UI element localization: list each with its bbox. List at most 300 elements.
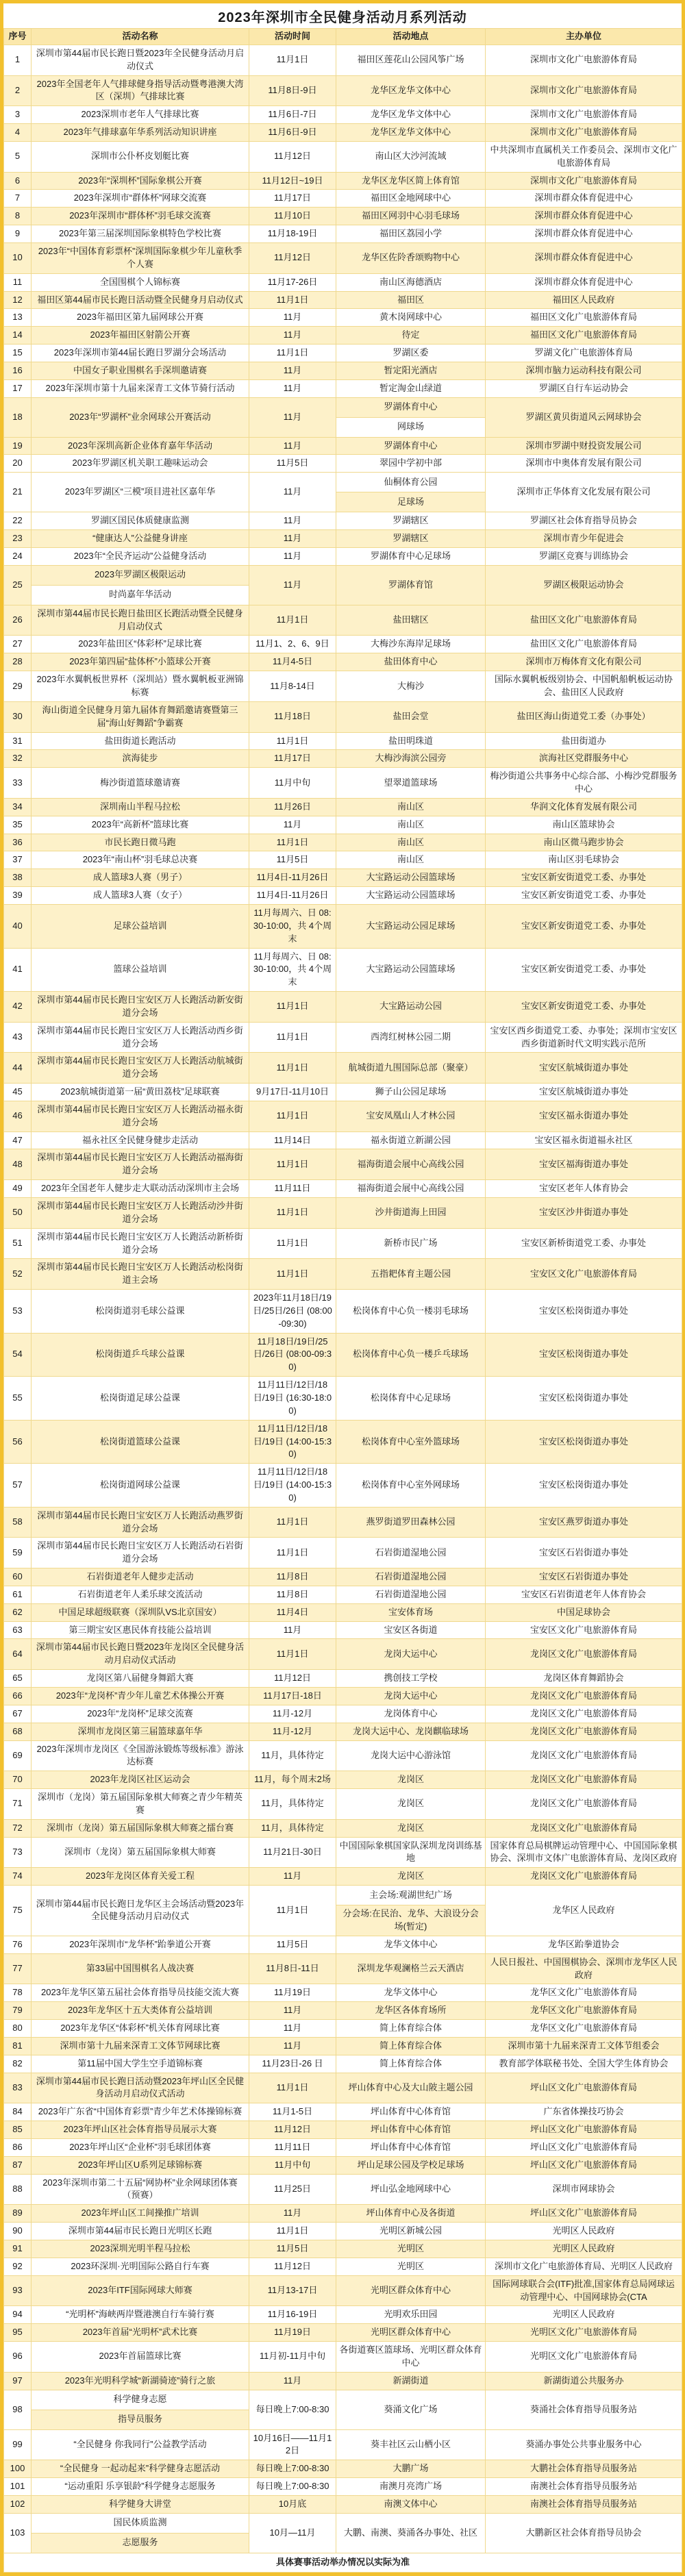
cell-time: 11月1日 bbox=[249, 732, 336, 750]
cell-location: 南山区 bbox=[336, 798, 486, 816]
cell-location: 光明区 bbox=[336, 2240, 486, 2258]
table-row bbox=[4, 798, 682, 816]
cell-index: 3 bbox=[4, 106, 32, 124]
table-row bbox=[4, 2037, 682, 2055]
cell-time: 11月-12月 bbox=[249, 1723, 336, 1740]
cell-location: 光明区 bbox=[336, 2258, 486, 2275]
cell-activity-name: 2023年深圳市“龙华杯”跆拳道公开赛 bbox=[32, 1936, 249, 1953]
table-row bbox=[4, 2258, 682, 2275]
table-row bbox=[4, 45, 682, 75]
cell-location: 坪山体育中心体育馆 bbox=[336, 2121, 486, 2139]
cell-index: 103 bbox=[4, 2513, 32, 2553]
cell-time: 11月5日 bbox=[249, 2240, 336, 2258]
cell-index: 77 bbox=[4, 1953, 32, 1984]
cell-location: 龙岗大运中心、龙岗麒临球场 bbox=[336, 1723, 486, 1740]
cell-location: 望翠道篮球场 bbox=[336, 768, 486, 799]
cell-organizer: 坪山区文化广电旅游体育局 bbox=[486, 2156, 682, 2174]
cell-activity-name: 2023年“中国体育彩票杯”深圳国际象棋少年儿童秋季个人赛 bbox=[32, 242, 249, 273]
cell-organizer: 罗湖区黄贝街道风云网球协会 bbox=[486, 397, 682, 437]
cell-organizer: 罗湖区自行车运动协会 bbox=[486, 379, 682, 397]
cell-index: 89 bbox=[4, 2205, 32, 2223]
cell-index: 71 bbox=[4, 1789, 32, 1820]
cell-location: 龙华区佐阾香颂购物中心 bbox=[336, 242, 486, 273]
cell-index: 97 bbox=[4, 2372, 32, 2390]
cell-activity-name: 龙岗区第八届健身舞蹈大赛 bbox=[32, 1670, 249, 1688]
cell-organizer: 宝安区松岗街道办事处 bbox=[486, 1420, 682, 1464]
cell-organizer: 梅沙街道公共事务中心综合部、小梅沙党群服务中心 bbox=[486, 768, 682, 799]
cell-time: 11月8日 bbox=[249, 1568, 336, 1586]
cell-activity-name: 2023年坪山区工间操推广培训 bbox=[32, 2205, 249, 2223]
cell-index: 23 bbox=[4, 530, 32, 548]
cell-index: 25 bbox=[4, 565, 32, 605]
cell-index: 47 bbox=[4, 1131, 32, 1149]
header-location: 活动地点 bbox=[336, 29, 486, 45]
cell-time: 11月，具体待定 bbox=[249, 1819, 336, 1837]
cell-location: 暂定淘金山绿道 bbox=[336, 379, 486, 397]
cell-location bbox=[336, 397, 486, 437]
table-row bbox=[4, 1740, 682, 1771]
table-row bbox=[4, 869, 682, 887]
table-row bbox=[4, 172, 682, 190]
cell-organizer: 深圳市群众体育促进中心 bbox=[486, 208, 682, 225]
cell-index: 19 bbox=[4, 437, 32, 455]
cell-time: 11月 bbox=[249, 530, 336, 548]
cell-location: 龙岗区 bbox=[336, 1868, 486, 1886]
cell-activity-name: 2023年全国老年人气排球健身指导活动暨粤港澳大湾区（深圳）气排球比赛 bbox=[32, 75, 249, 106]
cell-time: 11月1日 bbox=[249, 345, 336, 362]
cell-index: 56 bbox=[4, 1420, 32, 1464]
cell-location: 松岗体育中心室外篮球场 bbox=[336, 1420, 486, 1464]
cell-activity-name: 成人篮球3人赛（男子） bbox=[32, 869, 249, 887]
cell-activity-name: 松岗街道足球公益课 bbox=[32, 1377, 249, 1421]
cell-location: 南山区海德酒店 bbox=[336, 273, 486, 291]
cell-organizer: 深圳市中奥体育发展有限公司 bbox=[486, 455, 682, 473]
cell-time: 11月1日 bbox=[249, 1198, 336, 1229]
table-row bbox=[4, 1538, 682, 1568]
cell-location: 南山区大沙河流域 bbox=[336, 141, 486, 172]
cell-organizer: 深圳市网球协会 bbox=[486, 2174, 682, 2205]
table-row bbox=[4, 2240, 682, 2258]
cell-organizer: 罗湖区极限运动协会 bbox=[486, 565, 682, 605]
cell-organizer: 福田区文化广电旅游体育局 bbox=[486, 309, 682, 327]
cell-activity-name: 2023年“龙岗杯”足球交流赛 bbox=[32, 1705, 249, 1723]
cell-location: 松岗体育中心足球场 bbox=[336, 1377, 486, 1421]
cell-activity-name: 2023年龙华区“体彩杯”机关体育网球比赛 bbox=[32, 2020, 249, 2038]
table-row bbox=[4, 671, 682, 702]
cell-activity-name: 2023环深圳·光明国际公路自行车赛 bbox=[32, 2258, 249, 2275]
table-row bbox=[4, 397, 682, 437]
cell-time: 10月底 bbox=[249, 2495, 336, 2513]
cell-activity-name: 深圳市（龙岗）第五届国际象棋大师赛之擂台赛 bbox=[32, 1819, 249, 1837]
cell-index: 18 bbox=[4, 397, 32, 437]
table-row bbox=[4, 904, 682, 948]
header-activity-name: 活动名称 bbox=[32, 29, 249, 45]
cell-location: 简上体育综合体 bbox=[336, 2020, 486, 2038]
cell-organizer: 深圳市文化广电旅游体育局 bbox=[486, 172, 682, 190]
cell-time: 11月12日 bbox=[249, 141, 336, 172]
cell-location: 大鹏广场 bbox=[336, 2460, 486, 2478]
cell-index: 86 bbox=[4, 2138, 32, 2156]
cell-time: 11月12日 bbox=[249, 2121, 336, 2139]
cell-organizer: 光明区人民政府 bbox=[486, 2223, 682, 2240]
cell-organizer: 龙岗区文化广电旅游体育局 bbox=[486, 1688, 682, 1705]
cell-organizer: 南山区羽毛球协会 bbox=[486, 851, 682, 869]
cell-activity-name: 深圳市第44届市民长跑日宝安区万人长跑活动燕罗街道分会场 bbox=[32, 1507, 249, 1538]
cell-time: 11月 bbox=[249, 362, 336, 379]
cell-organizer: 福田区文化广电旅游体育局 bbox=[486, 327, 682, 345]
cell-activity-name: 深圳市公仆杯皮划艇比赛 bbox=[32, 141, 249, 172]
cell-index: 80 bbox=[4, 2020, 32, 2038]
table-row bbox=[4, 1984, 682, 2002]
cell-time: 11月17日 bbox=[249, 750, 336, 768]
cell-organizer: 南山区篮球协会 bbox=[486, 816, 682, 834]
table-row bbox=[4, 1420, 682, 1464]
table-row bbox=[4, 473, 682, 512]
table-row bbox=[4, 2460, 682, 2478]
cell-organizer: 滨海社区党群服务中心 bbox=[486, 750, 682, 768]
cell-activity-name: 2023年首届“光明杯”武术比赛 bbox=[32, 2324, 249, 2342]
cell-time: 11月1日 bbox=[249, 605, 336, 636]
cell-activity-name: 盐田街道长跑活动 bbox=[32, 732, 249, 750]
cell-index: 39 bbox=[4, 887, 32, 905]
cell-activity-name: 2023年深圳高新企业体育嘉年华活动 bbox=[32, 437, 249, 455]
table-row bbox=[4, 2055, 682, 2073]
cell-location: 携创技工学校 bbox=[336, 1670, 486, 1688]
cell-organizer: 深圳市万梅体育文化有限公司 bbox=[486, 653, 682, 671]
cell-location: 光明欢乐田园 bbox=[336, 2306, 486, 2324]
cell-location: 福田区 bbox=[336, 291, 486, 309]
cell-index: 58 bbox=[4, 1507, 32, 1538]
cell-index: 75 bbox=[4, 1886, 32, 1936]
cell-organizer: 宝安区文化广电旅游体育局 bbox=[486, 1621, 682, 1639]
cell-time: 10月—11月 bbox=[249, 2513, 336, 2553]
cell-location: 罗湖区委 bbox=[336, 345, 486, 362]
cell-time: 11月 bbox=[249, 473, 336, 512]
cell-location: 翠园中学初中部 bbox=[336, 455, 486, 473]
table-row bbox=[4, 1149, 682, 1180]
cell-index: 34 bbox=[4, 798, 32, 816]
cell-time: 11月4-5日 bbox=[249, 653, 336, 671]
cell-location: 福田区金地网球中心 bbox=[336, 190, 486, 208]
cell-activity-name: 2023年龙华区第五届社会体育指导员技能交流大赛 bbox=[32, 1984, 249, 2002]
cell-activity-name: 2023航城街道第一届“黄田荔枝”足球联赛 bbox=[32, 1084, 249, 1101]
cell-activity-name: 深圳市（龙岗）第五届国际象棋大师赛之青少年精英赛 bbox=[32, 1789, 249, 1820]
cell-location: 龙岗大运中心游泳馆 bbox=[336, 1740, 486, 1771]
cell-location: 航城街道九围国际总部（聚豪） bbox=[336, 1053, 486, 1084]
cell-location: 盐田体育中心 bbox=[336, 653, 486, 671]
cell-time: 11月11日/12日/18日/19日 (14:00-15:30) bbox=[249, 1420, 336, 1464]
cell-organizer: 龙华区文化广电旅游体育局 bbox=[486, 2002, 682, 2020]
table-row bbox=[4, 948, 682, 992]
cell-organizer: 龙岗区文化广电旅游体育局 bbox=[486, 1639, 682, 1670]
cell-index: 11 bbox=[4, 273, 32, 291]
cell-time: 11月5日 bbox=[249, 455, 336, 473]
table-row bbox=[4, 2156, 682, 2174]
cell-time: 11月12日 bbox=[249, 1670, 336, 1688]
cell-location: 大梅沙东海岸足球场 bbox=[336, 636, 486, 653]
cell-index: 90 bbox=[4, 2223, 32, 2240]
cell-activity-name: 2023年气排球嘉年华系列活动知识讲座 bbox=[32, 124, 249, 142]
cell-time: 11月-12月 bbox=[249, 1705, 336, 1723]
cell-location: 龙岗区 bbox=[336, 1789, 486, 1820]
cell-activity-name: 松岗街道羽毛球公益课 bbox=[32, 1290, 249, 1334]
cell-organizer: 宝安区松岗街道办事处 bbox=[486, 1464, 682, 1508]
cell-location: 大宝路运动公园篮球场 bbox=[336, 869, 486, 887]
cell-index: 100 bbox=[4, 2460, 32, 2478]
cell-time: 11月1日 bbox=[249, 1022, 336, 1053]
cell-time: 11月1日 bbox=[249, 1538, 336, 1568]
cell-organizer: 大鹏新区社会体育指导员协会 bbox=[486, 2513, 682, 2553]
cell-time: 11月 bbox=[249, 2372, 336, 2390]
cell-index: 16 bbox=[4, 362, 32, 379]
cell-index: 87 bbox=[4, 2156, 32, 2174]
cell-location: 坪山体育中心体育馆 bbox=[336, 2103, 486, 2121]
cell-organizer: 宝安区新安街道党工委、办事处 bbox=[486, 869, 682, 887]
cell-time: 11月 bbox=[249, 512, 336, 530]
table-row bbox=[4, 1228, 682, 1259]
header-organizer: 主办单位 bbox=[486, 29, 682, 45]
cell-activity-name: 罗湖区国民体质健康监测 bbox=[32, 512, 249, 530]
cell-activity-name: 深圳市第44届市民长跑日宝安区万人长跑活动松岗街道主会场 bbox=[32, 1259, 249, 1290]
cell-location: 罗湖辖区 bbox=[336, 530, 486, 548]
cell-index: 9 bbox=[4, 225, 32, 243]
cell-activity-name: 2023年光明科学城“新湖骑迹”骑行之旅 bbox=[32, 2372, 249, 2390]
table-row bbox=[4, 141, 682, 172]
cell-time: 11月17-26日 bbox=[249, 273, 336, 291]
cell-time: 11月 bbox=[249, 1868, 336, 1886]
cell-time: 11月1日 bbox=[249, 992, 336, 1023]
cell-time: 11月1日 bbox=[249, 1053, 336, 1084]
cell-location: 各街道赛区篮球场、光明区群众体育中心 bbox=[336, 2342, 486, 2373]
cell-organizer: 宝安区航城街道办事处 bbox=[486, 1053, 682, 1084]
cell-time: 11月25日 bbox=[249, 2174, 336, 2205]
cell-activity-name-part: 国民体质监测 bbox=[32, 2514, 249, 2533]
cell-location: 福田区莲花山公园风筝广场 bbox=[336, 45, 486, 75]
cell-organizer: 宝安区燕罗街道办事处 bbox=[486, 1507, 682, 1538]
cell-organizer: 深圳市群众体育促进中心 bbox=[486, 242, 682, 273]
cell-activity-name-part: 志愿服务 bbox=[32, 2533, 249, 2553]
cell-location: 暂定阳光酒店 bbox=[336, 362, 486, 379]
cell-index: 17 bbox=[4, 379, 32, 397]
cell-time: 11月，具体待定 bbox=[249, 1740, 336, 1771]
cell-index: 12 bbox=[4, 291, 32, 309]
cell-location: 罗湖体育中心 bbox=[336, 437, 486, 455]
cell-index: 32 bbox=[4, 750, 32, 768]
cell-index: 64 bbox=[4, 1639, 32, 1670]
cell-location: 坪山体育中心体育馆 bbox=[336, 2138, 486, 2156]
cell-location-part: 罗湖体育中心 bbox=[336, 398, 485, 417]
activity-table bbox=[3, 28, 682, 2573]
cell-location: 松岗体育中心室外网球场 bbox=[336, 1464, 486, 1508]
cell-organizer: 坪山区文化广电旅游体育局 bbox=[486, 2138, 682, 2156]
cell-location: 简上体育综合体 bbox=[336, 2055, 486, 2073]
table-header bbox=[4, 29, 682, 45]
cell-activity-name: 2023深圳市老年人气排球比赛 bbox=[32, 106, 249, 124]
cell-index: 29 bbox=[4, 671, 32, 702]
cell-organizer: 宝安区新安街道党工委、办事处 bbox=[486, 904, 682, 948]
cell-index: 46 bbox=[4, 1101, 32, 1131]
cell-index: 62 bbox=[4, 1603, 32, 1621]
cell-index: 55 bbox=[4, 1377, 32, 1421]
cell-activity-name: 2023年ITF国际网球大师赛 bbox=[32, 2275, 249, 2306]
cell-location: 燕罗街道罗田森林公园 bbox=[336, 1507, 486, 1538]
cell-activity-name: 深圳市第44届市民长跑日宝安区万人长跑活动新安街道分会场 bbox=[32, 992, 249, 1023]
cell-organizer: 葵涌办事处公共事业服务中心 bbox=[486, 2429, 682, 2460]
table-row bbox=[4, 2324, 682, 2342]
cell-index: 10 bbox=[4, 242, 32, 273]
cell-index: 68 bbox=[4, 1723, 32, 1740]
cell-activity-name: 2023年坪山区U系列足球锦标赛 bbox=[32, 2156, 249, 2174]
cell-activity-name: 深圳市龙岗区第三届篮球嘉年华 bbox=[32, 1723, 249, 1740]
cell-location: 光明区群众体育中心 bbox=[336, 2324, 486, 2342]
cell-location: 宝安区各街道 bbox=[336, 1621, 486, 1639]
cell-location: 松岗体育中心负一楼乒乓球场 bbox=[336, 1333, 486, 1377]
cell-time: 11月19日 bbox=[249, 1984, 336, 2002]
table-row bbox=[4, 1022, 682, 1053]
cell-index: 24 bbox=[4, 547, 32, 565]
cell-index: 37 bbox=[4, 851, 32, 869]
cell-organizer: 中国足球协会 bbox=[486, 1603, 682, 1621]
cell-index: 83 bbox=[4, 2073, 32, 2103]
cell-organizer: 宝安区沙井街道办事处 bbox=[486, 1198, 682, 1229]
table-row bbox=[4, 1568, 682, 1586]
cell-time: 11月每周六、日 08:30-10:00，共 4个周末 bbox=[249, 948, 336, 992]
cell-index: 95 bbox=[4, 2324, 32, 2342]
cell-location: 待定 bbox=[336, 327, 486, 345]
table-row bbox=[4, 565, 682, 605]
cell-index: 60 bbox=[4, 1568, 32, 1586]
table-row bbox=[4, 816, 682, 834]
table-row bbox=[4, 732, 682, 750]
table-row bbox=[4, 1789, 682, 1820]
table-row bbox=[4, 768, 682, 799]
table-row bbox=[4, 2342, 682, 2373]
cell-time: 11月17日 bbox=[249, 190, 336, 208]
cell-index: 66 bbox=[4, 1688, 32, 1705]
cell-time: 11月18-19日 bbox=[249, 225, 336, 243]
cell-index: 94 bbox=[4, 2306, 32, 2324]
cell-organizer: 龙岗区文化广电旅游体育局 bbox=[486, 1868, 682, 1886]
cell-time: 11月26日 bbox=[249, 798, 336, 816]
cell-organizer: 罗湖区社会体育指导员协会 bbox=[486, 512, 682, 530]
cell-time: 11月，具体待定 bbox=[249, 1789, 336, 1820]
cell-location: 盐田会堂 bbox=[336, 701, 486, 732]
cell-location: 大宝路运动公园足球场 bbox=[336, 904, 486, 948]
cell-activity-name: 松岗街道网球公益课 bbox=[32, 1464, 249, 1508]
cell-location: 南澳文体中心 bbox=[336, 2495, 486, 2513]
table-row bbox=[4, 309, 682, 327]
cell-time: 11月1日 bbox=[249, 1507, 336, 1538]
cell-location: 龙华区各体育场所 bbox=[336, 2002, 486, 2020]
cell-time: 11月1日 bbox=[249, 1101, 336, 1131]
cell-organizer: 深圳市第十九届来深青工文体节组委会 bbox=[486, 2037, 682, 2055]
cell-organizer: 人民日报社、中国围棋协会、深圳市龙华区人民政府 bbox=[486, 1953, 682, 1984]
cell-organizer: 光明区人民政府 bbox=[486, 2240, 682, 2258]
cell-organizer: 深圳市文化广电旅游体育局 bbox=[486, 124, 682, 142]
cell-time: 每日晚上7:00-8:30 bbox=[249, 2478, 336, 2496]
cell-location: 龙岗大运中心 bbox=[336, 1688, 486, 1705]
cell-organizer: 深圳市文化广电旅游体育局 bbox=[486, 106, 682, 124]
cell-index: 13 bbox=[4, 309, 32, 327]
cell-organizer: 龙华区文化广电旅游体育局 bbox=[486, 1984, 682, 2002]
cell-location: 龙华文体中心 bbox=[336, 1936, 486, 1953]
cell-time: 2023年11月18日/19日/25日/26日 (08:00-09:30) bbox=[249, 1290, 336, 1334]
table-row bbox=[4, 605, 682, 636]
cell-time: 11月 bbox=[249, 437, 336, 455]
cell-location: 福海街道会展中心高线公园 bbox=[336, 1180, 486, 1198]
cell-organizer: 华润文化体育发展有限公司 bbox=[486, 798, 682, 816]
cell-activity-name: 2023年深圳市第44届长跑日罗湖分会场活动 bbox=[32, 345, 249, 362]
cell-index: 99 bbox=[4, 2429, 32, 2460]
cell-organizer: 福田区人民政府 bbox=[486, 291, 682, 309]
cell-organizer: 盐田区文化广电旅游体育局 bbox=[486, 605, 682, 636]
cell-location: 罗湖辖区 bbox=[336, 512, 486, 530]
table-row bbox=[4, 225, 682, 243]
cell-time: 11月 bbox=[249, 565, 336, 605]
cell-organizer: 深圳市文化广电旅游体育局 bbox=[486, 75, 682, 106]
cell-location: 龙华文体中心 bbox=[336, 1984, 486, 2002]
cell-time: 11月中旬 bbox=[249, 2156, 336, 2174]
cell-activity-name bbox=[32, 565, 249, 605]
cell-activity-name: 深圳市第44届市民长跑日宝安区万人长跑活动福海街道分会场 bbox=[32, 1149, 249, 1180]
table-row bbox=[4, 208, 682, 225]
cell-organizer: 龙华区跆拳道协会 bbox=[486, 1936, 682, 1953]
table-row bbox=[4, 273, 682, 291]
cell-location: 石岩街道湿地公园 bbox=[336, 1568, 486, 1586]
table-row bbox=[4, 1705, 682, 1723]
table-row bbox=[4, 750, 682, 768]
cell-index: 74 bbox=[4, 1868, 32, 1886]
table-row bbox=[4, 653, 682, 671]
cell-location: 简上体育综合体 bbox=[336, 2037, 486, 2055]
table-row bbox=[4, 512, 682, 530]
cell-index: 21 bbox=[4, 473, 32, 512]
table-row bbox=[4, 992, 682, 1023]
cell-location: 五指耙体育主题公园 bbox=[336, 1259, 486, 1290]
cell-location: 龙岗区 bbox=[336, 1819, 486, 1837]
cell-time: 11月1日 bbox=[249, 834, 336, 851]
cell-index: 84 bbox=[4, 2103, 32, 2121]
cell-activity-name: 深圳市（龙岗）第五届国际象棋大师赛 bbox=[32, 1837, 249, 1868]
cell-activity-name: 石岩街道老年人柔乐球交流活动 bbox=[32, 1586, 249, 1603]
cell-time: 11月12日 bbox=[249, 2258, 336, 2275]
cell-activity-name: 深圳市第44届市民长跑日龙华区主会场活动暨2023年全民健身活动月启动仪式 bbox=[32, 1886, 249, 1936]
table-row bbox=[4, 1180, 682, 1198]
cell-index: 96 bbox=[4, 2342, 32, 2373]
cell-location: 龙华区龙华区简上体育馆 bbox=[336, 172, 486, 190]
cell-organizer: 宝安区石岩街道老年人体育协会 bbox=[486, 1586, 682, 1603]
cell-organizer: 宝安区福海街道办事处 bbox=[486, 1149, 682, 1180]
cell-time: 11月21日-30日 bbox=[249, 1837, 336, 1868]
cell-index: 72 bbox=[4, 1819, 32, 1837]
cell-organizer: 广东省体操技巧协会 bbox=[486, 2103, 682, 2121]
cell-activity-name: 福永社区全民健身健步走活动 bbox=[32, 1131, 249, 1149]
cell-activity-name: 全国围棋个人锦标赛 bbox=[32, 273, 249, 291]
cell-activity-name-part: 科学健身志愿 bbox=[32, 2390, 249, 2410]
cell-index: 45 bbox=[4, 1084, 32, 1101]
cell-activity-name: “运动重阳 乐享银龄”科学健身志愿服务 bbox=[32, 2478, 249, 2496]
cell-time: 11月 bbox=[249, 547, 336, 565]
cell-organizer: 国际水翼帆板级别协会、中国帆船帆板运动协会、盐田区人民政府 bbox=[486, 671, 682, 702]
cell-organizer: 盐田区文化广电旅游体育局 bbox=[486, 636, 682, 653]
cell-location-part: 主会场:观湖世纪广场 bbox=[336, 1886, 485, 1905]
cell-activity-name: 滨海徒步 bbox=[32, 750, 249, 768]
table-row bbox=[4, 2513, 682, 2553]
cell-organizer: 深圳市罗湖中财投资发展公司 bbox=[486, 437, 682, 455]
cell-activity-name: 2023年“全民齐运动”公益健身活动 bbox=[32, 547, 249, 565]
cell-activity-name: “健康达人”公益健身讲座 bbox=[32, 530, 249, 548]
table-row bbox=[4, 2121, 682, 2139]
